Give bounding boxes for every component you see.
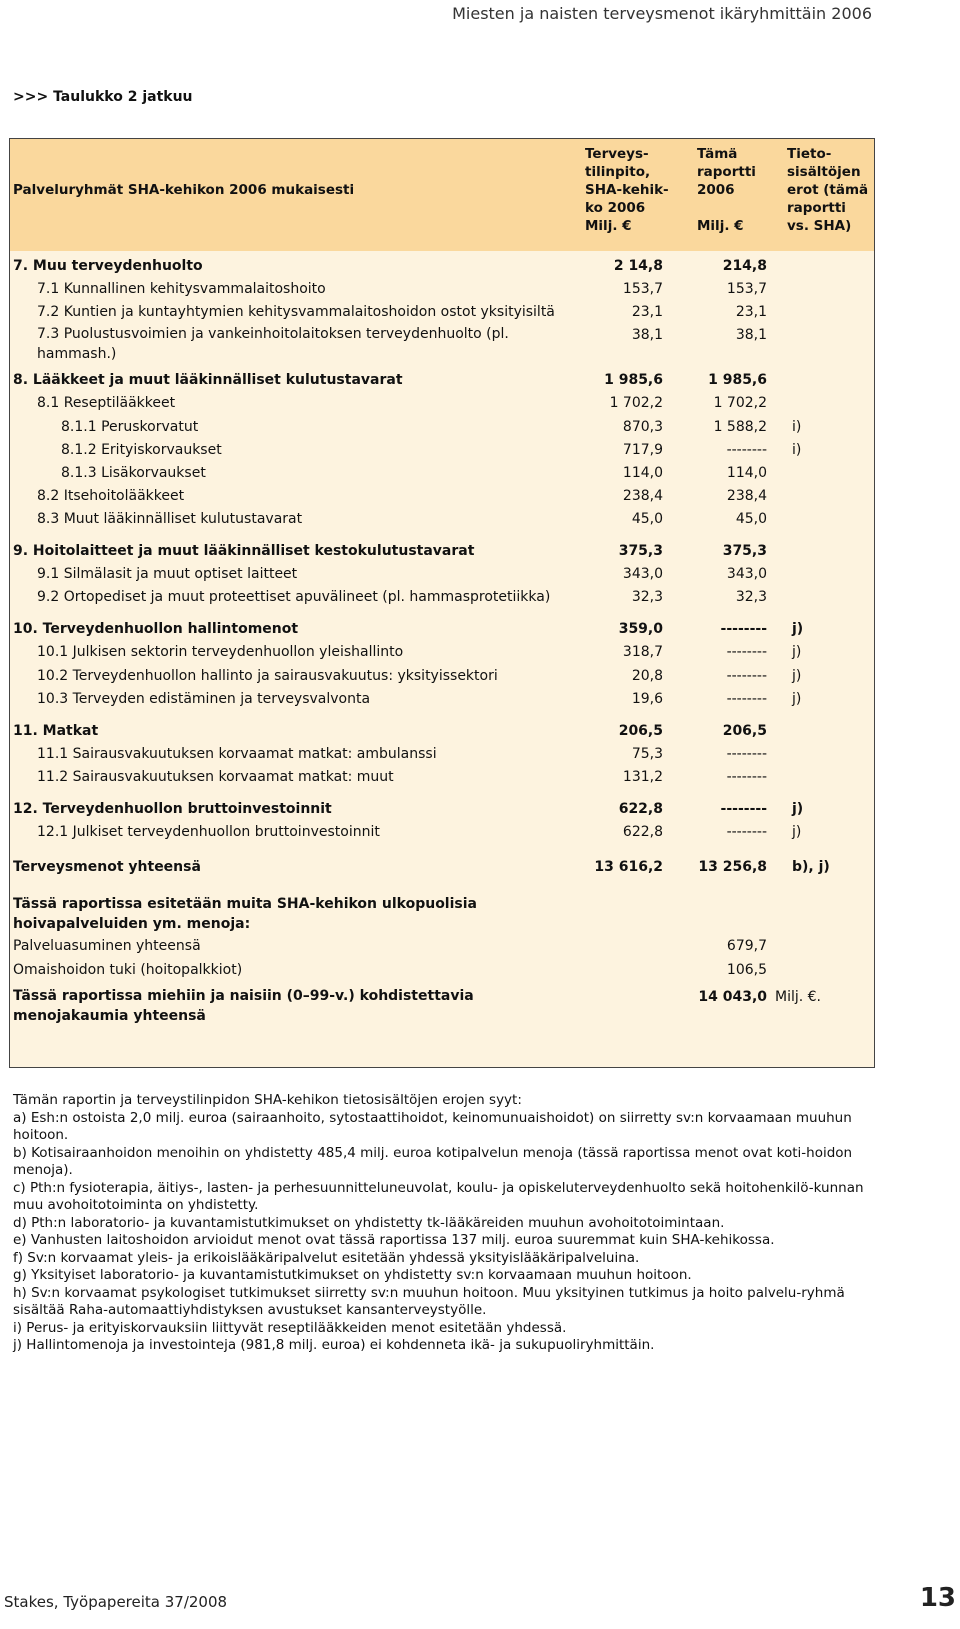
footnotes bbox=[13, 1092, 873, 1355]
row-label: 8. Lääkkeet ja muut lääkinnälliset kulutustavarat bbox=[13, 372, 403, 388]
row-value-sha: 20,8 bbox=[631, 668, 663, 684]
footnote-item: a) Esh:n ostoista 2,0 milj. euroa (sairaanhoito, sytostaattihoidot, keinomunuaishoidot) on siirretty sv:n korvaamaan muuhun hoitoon. bbox=[13, 1109, 852, 1143]
row-note: i) bbox=[792, 419, 802, 435]
publication-label: Stakes, Työpapereita 37/2008 bbox=[4, 1593, 228, 1611]
footnote-item: j) Hallintomenoja ja investointeja (981,8 milj. euroa) ei kohdenneta ikä- ja sukupuoliryhmittäin. bbox=[13, 1337, 655, 1353]
row-value-sha: 622,8 bbox=[618, 801, 663, 817]
row-value-sha: 359,0 bbox=[618, 621, 663, 637]
row-label: 10.3 Terveyden edistäminen ja terveysvalvonta bbox=[37, 691, 371, 707]
extra-row-label: Omaishoidon tuki (hoitopalkkiot) bbox=[13, 962, 243, 978]
page-number: 13 bbox=[919, 1583, 956, 1613]
table-row bbox=[10, 369, 874, 391]
row-note: j) bbox=[792, 644, 802, 660]
footnote-item: c) Pth:n fysioterapia, äitiys-, lasten- ja perhesuunnitteluneuvolat, koulu- ja opiskeluterveydenhuolto sekä hoitohenkilö-kunnan muu avohoitotoiminta on yhdistetty. bbox=[13, 1179, 864, 1213]
total-allocated-value: 14 043,0 bbox=[698, 989, 767, 1005]
row-value-sha: 38,1 bbox=[631, 327, 663, 343]
row-label: 8.1.2 Erityiskorvaukset bbox=[61, 442, 222, 458]
table-row bbox=[10, 743, 874, 765]
footnote-item: h) Sv:n korvaamat psykologiset tutkimukset siirretty sv:n muuhun hoitoon. Muu yksityinen tutkimus ja hoito palvelu-ryhmä sisältää Raha-automaattiyhdistyksen avustukset kansanterveystyölle. bbox=[13, 1284, 845, 1318]
total-allocated-row bbox=[10, 986, 874, 1026]
table-row bbox=[10, 392, 874, 414]
table-row bbox=[10, 255, 874, 277]
extra-row bbox=[10, 959, 874, 981]
row-label: 8.1 Reseptilääkkeet bbox=[37, 395, 176, 411]
row-value-report: -------- bbox=[726, 746, 767, 762]
row-value-sha: 1 702,2 bbox=[609, 395, 663, 411]
total-allocated-label: Tässä raportissa miehiin ja naisiin (0–99-v.) kohdistettavia menojakaumia yhteensä bbox=[13, 988, 474, 1024]
row-value-report: 1 588,2 bbox=[713, 419, 767, 435]
row-label: 10. Terveydenhuollon hallintomenot bbox=[13, 621, 299, 637]
row-value-report: -------- bbox=[726, 691, 767, 707]
footnote-item: Tämän raportin ja terveystilinpidon SHA-kehikon tietosisältöjen erojen syyt: bbox=[13, 1092, 522, 1108]
extra-row-value: 679,7 bbox=[726, 938, 767, 954]
row-value-report: 238,4 bbox=[726, 488, 767, 504]
table-row bbox=[10, 821, 874, 843]
total-allocated-unit: Milj. €. bbox=[775, 989, 822, 1005]
row-value-report: 153,7 bbox=[726, 281, 767, 297]
table-row bbox=[10, 278, 874, 300]
row-value-sha: 206,5 bbox=[618, 723, 663, 739]
table-row bbox=[10, 462, 874, 484]
column-header-sha: Terveys- tilinpito, SHA-kehik- ko 2006 Milj. € bbox=[585, 146, 669, 234]
footnote-item: f) Sv:n korvaamat yleis- ja erikoislääkäripalvelut esitetään yhdessä yksityislääkäripalveluina. bbox=[13, 1249, 640, 1266]
row-label: 8.1.1 Peruskorvatut bbox=[61, 419, 199, 435]
row-value-sha: 622,8 bbox=[622, 824, 663, 840]
table-row bbox=[10, 508, 874, 530]
row-label: 12.1 Julkiset terveydenhuollon bruttoinvestoinnit bbox=[37, 824, 380, 840]
row-label: 7. Muu terveydenhuolto bbox=[13, 258, 203, 274]
row-value-sha: 32,3 bbox=[631, 589, 663, 605]
row-label: 11.2 Sairausvakuutuksen korvaamat matkat: muut bbox=[37, 769, 394, 785]
row-value-sha: 1 985,6 bbox=[604, 372, 663, 388]
row-value-sha: 153,7 bbox=[622, 281, 663, 297]
row-value-report: 343,0 bbox=[726, 566, 767, 582]
footnote-item: b) Kotisairaanhoidon menoihin on yhdistetty 485,4 milj. euroa kotipalvelun menoja (tässä raportissa menot ovat koti-hoidon menoja). bbox=[13, 1144, 853, 1178]
row-label: 7.2 Kuntien ja kuntayhtymien kehitysvammalaitoshoidon ostot yksityisiltä bbox=[37, 304, 555, 320]
row-value-report: 13 256,8 bbox=[698, 859, 767, 875]
row-label: 7.3 Puolustusvoimien ja vankeinhoitolaitoksen terveydenhuolto (pl. hammash.) bbox=[37, 326, 509, 362]
table-row bbox=[10, 485, 874, 507]
row-value-sha: 375,3 bbox=[618, 543, 663, 559]
row-value-report: 114,0 bbox=[726, 465, 767, 481]
row-value-report: 1 702,2 bbox=[713, 395, 767, 411]
column-header-report: Tämä raportti 2006 Milj. € bbox=[697, 146, 756, 234]
table-row bbox=[10, 324, 874, 362]
table-header bbox=[10, 139, 874, 251]
row-value-report: 32,3 bbox=[735, 589, 767, 605]
table-row bbox=[10, 856, 874, 878]
table-row bbox=[10, 540, 874, 562]
row-value-report: 45,0 bbox=[735, 511, 767, 527]
row-value-sha: 13 616,2 bbox=[594, 859, 663, 875]
footnote-item: e) Vanhusten laitoshoidon arvioidut menot ovat tässä raportissa 137 milj. euroa suuremmat kuin SHA-kehikossa. bbox=[13, 1232, 775, 1248]
table-row bbox=[10, 439, 874, 461]
row-value-sha: 75,3 bbox=[631, 746, 663, 762]
running-header: Miesten ja naisten terveysmenot ikäryhmittäin 2006 bbox=[452, 4, 872, 23]
row-value-report: -------- bbox=[726, 644, 767, 660]
row-value-report: -------- bbox=[726, 442, 767, 458]
row-note: b), j) bbox=[792, 859, 830, 875]
row-value-sha: 2 14,8 bbox=[613, 258, 663, 274]
table-row bbox=[10, 798, 874, 820]
row-value-report: 38,1 bbox=[735, 327, 767, 343]
row-note: j) bbox=[792, 621, 804, 637]
row-value-report: -------- bbox=[726, 824, 767, 840]
extra-row-value: 106,5 bbox=[726, 962, 767, 978]
row-value-report: -------- bbox=[726, 769, 767, 785]
row-value-sha: 870,3 bbox=[622, 419, 663, 435]
row-value-report: -------- bbox=[720, 801, 767, 817]
extra-row bbox=[10, 935, 874, 957]
column-header-service-group: Palveluryhmät SHA-kehikon 2006 mukaisesti bbox=[13, 182, 355, 198]
row-value-sha: 23,1 bbox=[631, 304, 663, 320]
row-value-sha: 19,6 bbox=[631, 691, 663, 707]
row-label: 8.1.3 Lisäkorvaukset bbox=[61, 465, 206, 481]
row-label: 11.1 Sairausvakuutuksen korvaamat matkat: ambulanssi bbox=[37, 746, 437, 762]
row-note: j) bbox=[792, 691, 802, 707]
row-value-report: 23,1 bbox=[735, 304, 767, 320]
extra-heading-text: Tässä raportissa esitetään muita SHA-kehikon ulkopuolisia hoivapalveluiden ym. menoja: bbox=[13, 896, 477, 932]
footnote-item: g) Yksityiset laboratorio- ja kuvantamistutkimukset on yhdistetty sv:n korvaamaan muuhun hoitoon. bbox=[13, 1267, 692, 1283]
row-label: 8.2 Itsehoitolääkkeet bbox=[37, 488, 185, 504]
row-label: 8.3 Muut lääkinnälliset kulutustavarat bbox=[37, 511, 303, 527]
row-value-sha: 238,4 bbox=[622, 488, 663, 504]
row-value-report: 206,5 bbox=[722, 723, 767, 739]
row-value-report: -------- bbox=[720, 621, 767, 637]
footnote-item: i) Perus- ja erityiskorvauksiin liittyvät reseptilääkkeiden menot esitetään yhdessä. bbox=[13, 1319, 567, 1336]
row-value-sha: 131,2 bbox=[622, 769, 663, 785]
row-value-report: 375,3 bbox=[722, 543, 767, 559]
table-row bbox=[10, 586, 874, 608]
table-row bbox=[10, 766, 874, 788]
row-label: 9.2 Ortopediset ja muut proteettiset apuvälineet (pl. hammasprotetiikka) bbox=[37, 589, 551, 605]
row-value-report: 214,8 bbox=[722, 258, 767, 274]
row-value-report: 1 985,6 bbox=[708, 372, 767, 388]
row-label: Terveysmenot yhteensä bbox=[13, 859, 201, 875]
row-value-sha: 114,0 bbox=[622, 465, 663, 481]
table-row bbox=[10, 641, 874, 663]
row-note: i) bbox=[792, 442, 802, 458]
extra-heading bbox=[10, 894, 874, 934]
extra-row-label: Palveluasuminen yhteensä bbox=[13, 938, 201, 954]
table-row bbox=[10, 665, 874, 687]
table-row bbox=[10, 301, 874, 323]
table-row bbox=[10, 563, 874, 585]
footnote-item: d) Pth:n laboratorio- ja kuvantamistutkimukset on yhdistetty tk-lääkäreiden muuhun avohoitotoimintaan. bbox=[13, 1214, 725, 1231]
table-row bbox=[10, 416, 874, 438]
table-row bbox=[10, 720, 874, 742]
table-row bbox=[10, 688, 874, 710]
row-value-sha: 717,9 bbox=[622, 442, 663, 458]
row-note: j) bbox=[792, 668, 802, 684]
column-header-differences: Tieto- sisältöjen erot (tämä raportti vs. SHA) bbox=[787, 146, 869, 234]
row-label: 9.1 Silmälasit ja muut optiset laitteet bbox=[37, 566, 298, 582]
expenditure-table bbox=[9, 138, 875, 1068]
row-label: 11. Matkat bbox=[13, 723, 99, 739]
row-value-sha: 45,0 bbox=[631, 511, 663, 527]
row-value-sha: 318,7 bbox=[622, 644, 663, 660]
row-value-report: -------- bbox=[726, 668, 767, 684]
row-label: 7.1 Kunnallinen kehitysvammalaitoshoito bbox=[37, 281, 326, 297]
row-label: 9. Hoitolaitteet ja muut lääkinnälliset kestokulutustavarat bbox=[13, 543, 475, 559]
row-label: 10.2 Terveydenhuollon hallinto ja sairausvakuutus: yksityissektori bbox=[37, 668, 498, 684]
row-label: 10.1 Julkisen sektorin terveydenhuollon yleishallinto bbox=[37, 644, 404, 660]
row-value-sha: 343,0 bbox=[622, 566, 663, 582]
table-row bbox=[10, 618, 874, 640]
row-note: j) bbox=[792, 801, 804, 817]
row-note: j) bbox=[792, 824, 802, 840]
continuation-label: >>> Taulukko 2 jatkuu bbox=[13, 89, 193, 105]
row-label: 12. Terveydenhuollon bruttoinvestoinnit bbox=[13, 801, 332, 817]
